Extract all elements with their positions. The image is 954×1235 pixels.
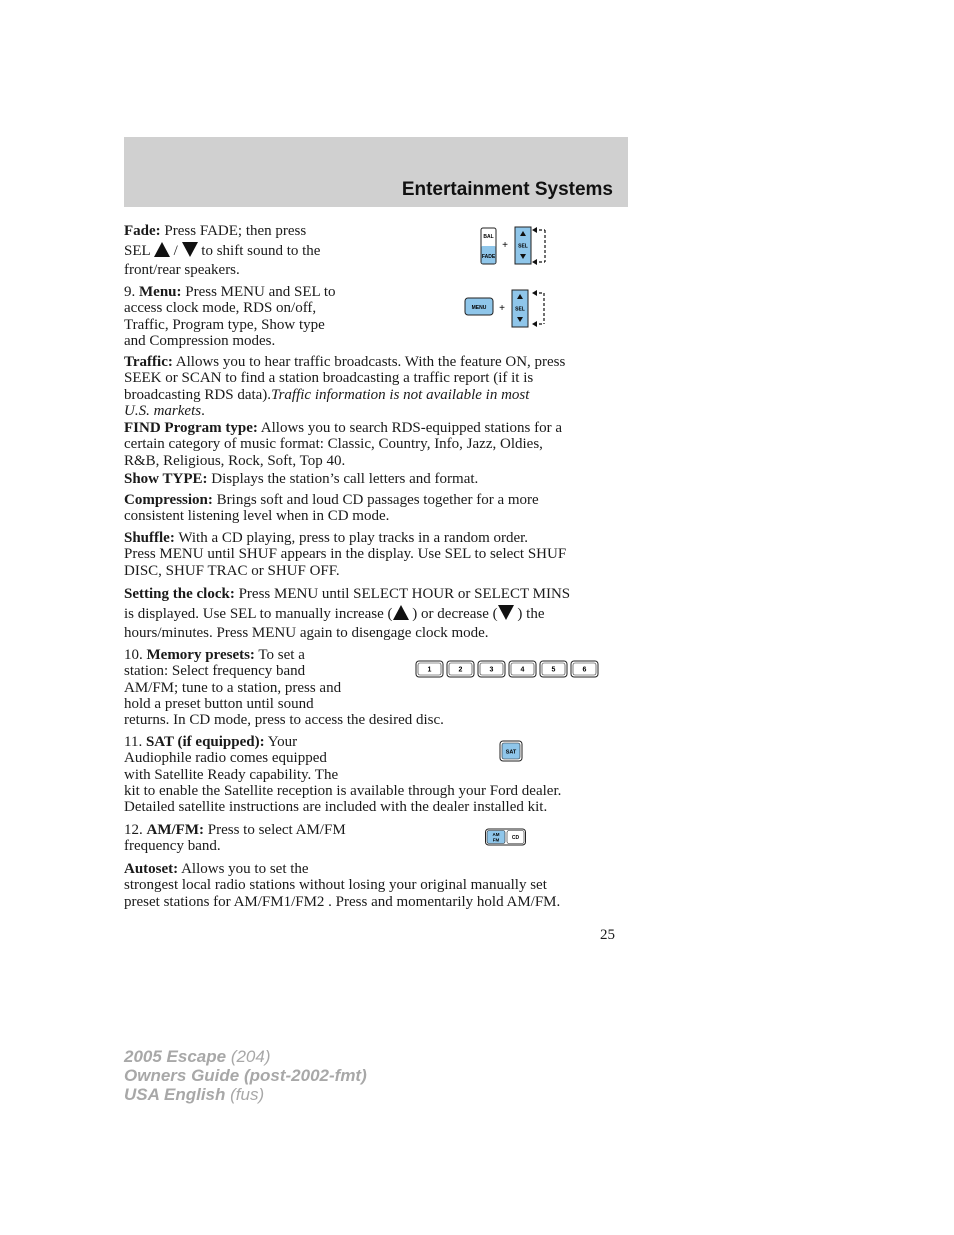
preset-label: 6: [582, 666, 587, 674]
up-arrow-icon: [154, 242, 170, 257]
clock-paragraph: Setting the clock: Press MENU until SELECT HOUR or SELECT MINS is displayed. Use SEL to manually increase ( ) or decrease ( ) the hours/minutes. Press MENU again to disengage clock mode.: [124, 586, 571, 641]
bal-label: BAL: [483, 234, 494, 240]
cd-label: CD: [511, 835, 520, 841]
preset-label: 1: [427, 666, 432, 674]
up-arrow-icon: [393, 605, 409, 620]
memory-presets-paragraph: 10. Memory presets: To set a station: Select frequency band AM/FM; tune to a station, press and hold a preset button until sound returns. In CD mode, press to access the desired disc.: [124, 647, 444, 729]
section-title: Entertainment Systems: [401, 179, 613, 200]
svg-text:+: +: [499, 303, 505, 314]
page-number: 25: [600, 927, 615, 943]
preset-button-3: [478, 661, 505, 677]
svg-text:+: +: [502, 240, 508, 251]
preset-button-5: [540, 661, 567, 677]
am-label: AM: [492, 832, 500, 837]
amfm-paragraph: 12. AM/FM: Press to select AM/FM frequency band.: [124, 822, 346, 855]
traffic-paragraph: Traffic: Allows you to hear traffic broadcasts. With the feature ON, press SEEK or SCAN to find a station broadcasting a traffic report (if it is broadcasting RDS data).Traffic information is not available in most U.S. markets.: [124, 354, 566, 419]
svg-text:SEL: SEL: [518, 243, 528, 250]
menu-button-label: MENU: [471, 305, 487, 311]
find-paragraph: FIND Program type: Allows you to search RDS-equipped stations for a certain category of music format: Classic, Country, Info, Jazz, Oldies, R&B, Religious, Rock, Soft, Top 40.: [124, 420, 562, 469]
down-arrow-icon: [498, 605, 514, 620]
shuffle-paragraph: Shuffle: With a CD playing, press to play tracks in a random order. Press MENU until SHUF appears in the display. Use SEL to select SHUF DISC, SHUF TRAC or SHUF OFF.: [124, 530, 567, 579]
show-type-paragraph: Show TYPE: Displays the station’s call letters and format.: [124, 471, 479, 487]
amfm-cd-figure: [484, 827, 528, 849]
preset-button-6: [571, 661, 598, 677]
autoset-paragraph: Autoset: Allows you to set the strongest local radio stations without losing your original manually set preset stations for AM/FM1/FM2 . Press and momentarily hold AM/FM.: [124, 861, 561, 910]
menu-sel-figure: [462, 286, 554, 332]
preset-button-2: [447, 661, 474, 677]
sat-button-figure: [498, 739, 526, 765]
preset-label: 2: [458, 666, 463, 674]
preset-label: 5: [551, 666, 556, 674]
fade-paragraph: Fade: Press FADE; then press SEL / to shift sound to the front/rear speakers.: [124, 223, 321, 278]
compression-paragraph: Compression: Brings soft and loud CD passages together for a more consistent listening level when in CD mode.: [124, 492, 539, 525]
preset-button-1: [416, 661, 443, 677]
document-footer: 2005 Escape (204) Owners Guide (post-2002-fmt) USA English (fus): [124, 1047, 367, 1104]
menu-paragraph: 9. Menu: Press MENU and SEL to access clock mode, RDS on/off, Traffic, Program type, Show type and Compression modes.: [124, 284, 336, 349]
sat-paragraph: 11. SAT (if equipped): Your Audiophile radio comes equipped with Satellite Ready capability. The kit to enable the Satellite reception is available through your Ford dealer. Detailed satellite instructions are included with the dealer installed kit.: [124, 734, 562, 816]
preset-label: 4: [520, 666, 525, 674]
section-header: [124, 137, 628, 207]
sat-button-label: SAT: [505, 749, 517, 756]
svg-text:SEL: SEL: [515, 306, 525, 313]
fade-label: FADE: [481, 254, 496, 260]
bal-fade-sel-figure: [476, 224, 556, 270]
preset-label: 3: [489, 666, 494, 674]
preset-button-4: [509, 661, 536, 677]
preset-buttons-figure: [414, 659, 600, 681]
down-arrow-icon: [182, 242, 198, 257]
fm-label: FM: [492, 837, 500, 843]
